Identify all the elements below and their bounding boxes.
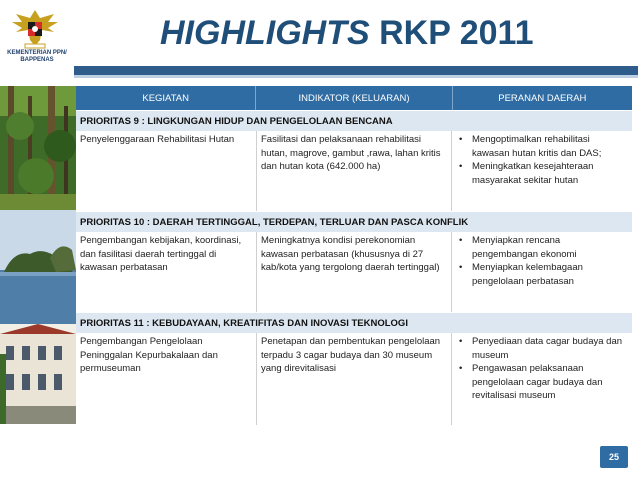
list-item: • Menyiapkan rencana pengembangan ekonomi bbox=[472, 234, 628, 261]
header-peranan: PERANAN DAERAH bbox=[498, 92, 587, 104]
kegiatan-cell: Penyelenggaraan Rehabilitasi Hutan bbox=[76, 131, 256, 211]
garuda-emblem-icon bbox=[8, 6, 62, 50]
list-item: • Penyediaan data cagar budaya dan museum bbox=[472, 335, 628, 362]
forest-photo bbox=[0, 86, 76, 210]
ministry-label bbox=[0, 50, 74, 64]
table-header-row bbox=[76, 86, 632, 110]
page-number: 25 bbox=[600, 446, 628, 468]
peranan-cell bbox=[452, 333, 632, 425]
slide-title bbox=[160, 14, 534, 53]
priority-10-title: PRIORITAS 10 : DAERAH TERTINGGAL, TERDEPAN, TERLUAR DAN PASCA KONFLIK bbox=[76, 211, 632, 232]
ministry-line-1: KEMENTERIAN PPN/ bbox=[7, 50, 67, 56]
header-kegiatan: KEGIATAN bbox=[76, 86, 256, 110]
list-item: • Meningkatkan kesejahteraan masyarakat sekitar hutan bbox=[472, 160, 628, 187]
peranan-cell bbox=[452, 131, 632, 211]
highlights-table bbox=[76, 86, 632, 425]
island-photo bbox=[0, 210, 76, 324]
indikator-cell: Penetapan dan pembentukan pengelolaan terpadu 3 cagar budaya dan 30 museum yang direvitalisasi bbox=[256, 333, 452, 425]
ministry-line-2: BAPPENAS bbox=[20, 57, 54, 63]
kegiatan-cell: Pengembangan kebijakan, koordinasi, dan fasilitasi daerah tertinggal di kawasan perbatasan bbox=[76, 232, 256, 312]
header-indikator: INDIKATOR (KELUARAN) bbox=[256, 86, 452, 110]
header-band bbox=[74, 66, 638, 75]
header-band-light bbox=[74, 75, 638, 78]
table-row bbox=[76, 131, 632, 211]
indikator-cell: Fasilitasi dan pelaksanaan rehabilitasi hutan, magrove, gambut ,rawa, lahan kritis dan hutan kota (642.000 ha) bbox=[256, 131, 452, 211]
title-italic: HIGHLIGHTS bbox=[160, 14, 370, 52]
list-item: • Pengawasan pelaksanaan pengelolaan cagar budaya dan revitalisasi museum bbox=[472, 362, 628, 403]
kegiatan-cell: Pengembangan Pengelolaan Peninggalan Kepurbakalaan dan permuseuman bbox=[76, 333, 256, 425]
indikator-cell: Meningkatnya kondisi perekonomian kawasan perbatasan (khususnya di 27 kab/kota yang tergolong daerah tertinggal) bbox=[256, 232, 452, 312]
slide-header bbox=[0, 0, 638, 76]
list-item: • Menyiapkan kelembagaan pengelolaan perbatasan bbox=[472, 261, 628, 288]
table-row bbox=[76, 333, 632, 425]
peranan-cell bbox=[452, 232, 632, 312]
priority-11-title: PRIORITAS 11 : KEBUDAYAAN, KREATIFITAS DAN INOVASI TEKNOLOGI bbox=[76, 312, 632, 333]
museum-photo bbox=[0, 324, 76, 424]
list-item: • Mengoptimalkan rehabilitasi kawasan hutan kritis dan DAS; bbox=[472, 133, 628, 160]
title-rest: RKP 2011 bbox=[379, 14, 534, 52]
priority-9-title: PRIORITAS 9 : LINGKUNGAN HIDUP DAN PENGELOLAAN BENCANA bbox=[76, 110, 632, 131]
table-row bbox=[76, 232, 632, 312]
